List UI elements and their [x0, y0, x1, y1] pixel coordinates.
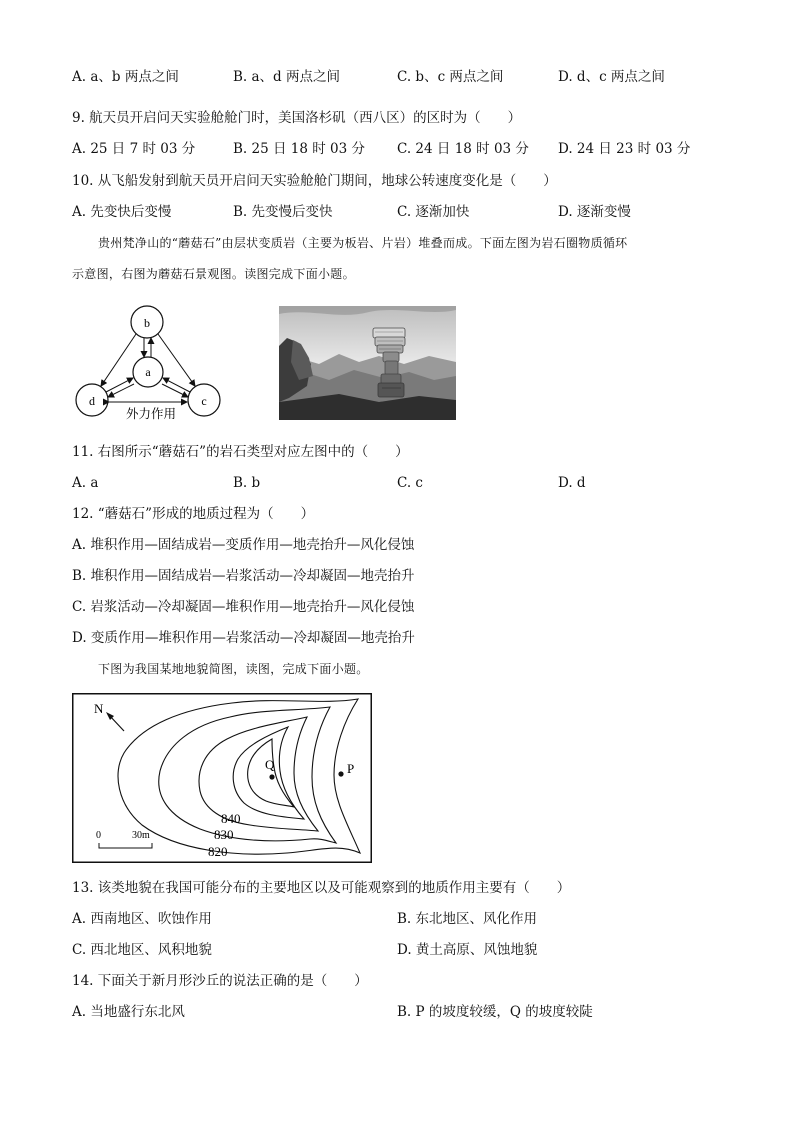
- arrow-a-to-c: [162, 384, 188, 397]
- q8-option-a: A. a、b 两点之间: [72, 69, 179, 85]
- node-b-label: b: [144, 316, 150, 330]
- rock-cycle-diagram: [70, 302, 230, 424]
- q12-option-b: B. 堆积作用—固结成岩—岩浆活动—冷却凝固—地壳抬升: [72, 568, 415, 584]
- q11-option-a: A. a: [72, 475, 99, 491]
- scale-length-label: 30m: [132, 830, 150, 841]
- q9-option-b: B. 25 日 18 时 03 分: [233, 141, 365, 157]
- point-p-marker: [338, 771, 343, 776]
- q10-stem: 10. 从飞船发射到航天员开启问天实验舱舱门期间，地球公转速度变化是（ ）: [72, 173, 557, 189]
- q9-option-a: A. 25 日 7 时 03 分: [72, 141, 196, 157]
- passage1-text-1: 贵州梵净山的“蘑菇石”由层状变质岩（主要为板岩、片岩）堆叠而成。下面左图为岩石圈物质循环: [98, 236, 628, 250]
- point-q-label: Q: [265, 757, 275, 772]
- passage1-line1: [0, 232, 794, 254]
- q12-option-c: C. 岩浆活动—冷却凝固—堆积作用—地壳抬升—风化侵蚀: [72, 599, 415, 615]
- q9-stem: 9. 航天员开启问天实验舱舱门时，美国洛杉矶（西八区）的区时为（ ）: [72, 110, 522, 126]
- node-d-label: d: [89, 394, 95, 408]
- q12-stem-row: [0, 503, 794, 525]
- q8-options-row: [0, 66, 794, 88]
- q11-options-row: [0, 472, 794, 494]
- q10-option-b: B. 先变慢后变快: [233, 204, 333, 220]
- contour-label-840: 840: [221, 811, 241, 826]
- q13-option-c: C. 西北地区、风积地貌: [72, 942, 212, 958]
- node-a-label: a: [145, 365, 151, 379]
- q8-option-b: B. a、d 两点之间: [233, 69, 340, 85]
- north-label: N: [94, 701, 104, 716]
- q12-option-b-row: [0, 565, 794, 587]
- q13-option-b: B. 东北地区、风化作用: [397, 911, 538, 927]
- q10-stem-row: [0, 170, 794, 192]
- point-p-label: P: [347, 761, 355, 776]
- passage2-text: 下图为我国某地地貌简图，读图，完成下面小题。: [98, 662, 369, 676]
- arrow-b-to-d: [101, 334, 136, 386]
- q12-option-a: A. 堆积作用—固结成岩—变质作用—地壳抬升—风化侵蚀: [72, 537, 415, 553]
- q13-options-row-2: [0, 939, 794, 961]
- q9-option-d: D. 24 日 23 时 03 分: [558, 141, 691, 157]
- q12-stem: 12. “蘑菇石”形成的地质过程为（ ）: [72, 506, 315, 522]
- q9-stem-row: [0, 107, 794, 129]
- q12-option-d-row: [0, 627, 794, 649]
- q14-options-row: [0, 1001, 794, 1023]
- contour-label-830: 830: [214, 827, 234, 842]
- q14-option-b: B. P 的坡度较缓，Q 的坡度较陡: [397, 1004, 593, 1020]
- arrow-d-to-a: [106, 378, 133, 392]
- q12-option-d: D. 变质作用—堆积作用—岩浆活动—冷却凝固—地壳抬升: [72, 630, 415, 646]
- q9-options-row: [0, 138, 794, 160]
- arrow-c-to-a: [163, 378, 190, 392]
- q12-option-a-row: [0, 534, 794, 556]
- q10-option-a: A. 先变快后变慢: [72, 204, 172, 220]
- q13-options-row-1: [0, 908, 794, 930]
- external-force-label: 外力作用: [125, 406, 177, 421]
- barchan-contour-map: [72, 693, 372, 863]
- passage1-line2: [0, 263, 794, 285]
- q11-option-c: C. c: [397, 475, 423, 491]
- q13-option-d: D. 黄土高原、风蚀地貌: [397, 942, 538, 958]
- q13-stem: 13. 该类地貌在我国可能分布的主要地区以及可能观察到的地质作用主要有（ ）: [72, 880, 571, 896]
- node-c-label: c: [201, 394, 207, 408]
- q11-option-d: D. d: [558, 475, 586, 491]
- contour-label-820: 820: [208, 844, 228, 859]
- q11-stem: 11. 右图所示“蘑菇石”的岩石类型对应左图中的（ ）: [72, 444, 409, 460]
- q14-option-a: A. 当地盛行东北风: [72, 1004, 185, 1020]
- arrow-a-to-d: [108, 384, 134, 397]
- passage2-row: [0, 658, 794, 680]
- q13-option-a: A. 西南地区、吹蚀作用: [72, 911, 212, 927]
- point-q-marker: [269, 774, 274, 779]
- q10-options-row: [0, 201, 794, 223]
- q13-stem-row: [0, 877, 794, 899]
- q9-option-c: C. 24 日 18 时 03 分: [397, 141, 529, 157]
- q11-stem-row: [0, 441, 794, 463]
- passage1-text-2: 示意图，右图为蘑菇石景观图。读图完成下面小题。: [72, 267, 355, 281]
- scale-zero-label: 0: [96, 830, 101, 841]
- mushroom-rock-photo: [279, 306, 456, 420]
- q10-option-c: C. 逐渐加快: [397, 204, 470, 220]
- q14-stem-row: [0, 970, 794, 992]
- q8-option-c: C. b、c 两点之间: [397, 69, 504, 85]
- q8-option-d: D. d、c 两点之间: [558, 69, 665, 85]
- q11-option-b: B. b: [233, 475, 261, 491]
- q10-option-d: D. 逐渐变慢: [558, 204, 631, 220]
- q14-stem: 14. 下面关于新月形沙丘的说法正确的是（ ）: [72, 973, 368, 989]
- q12-option-c-row: [0, 596, 794, 618]
